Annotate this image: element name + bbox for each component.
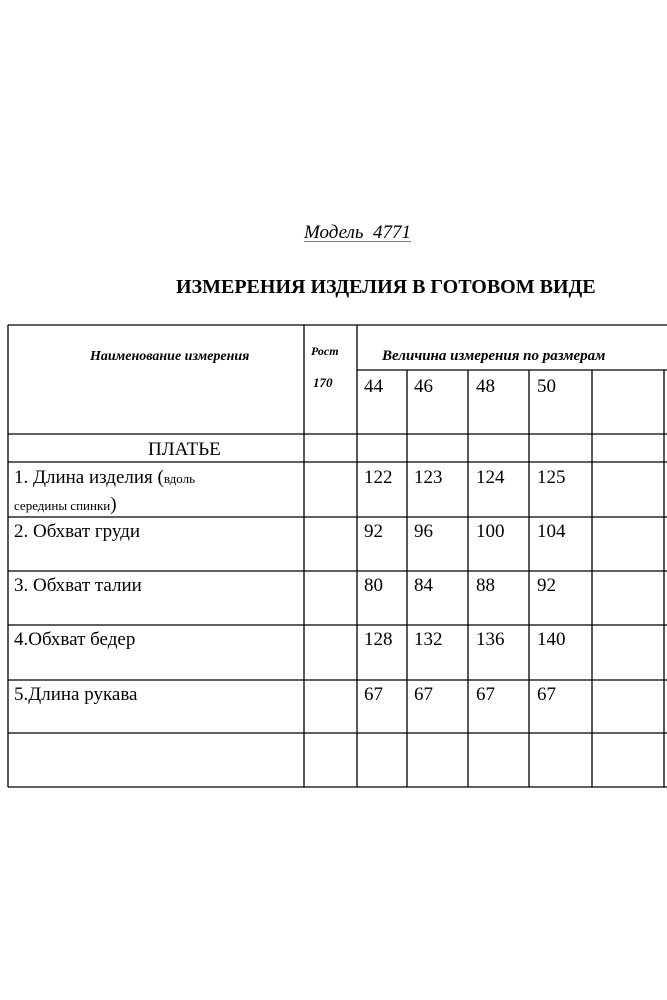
table-cell: 123 xyxy=(414,467,443,488)
row-label: 1. Длина изделия (вдоль xyxy=(14,467,196,488)
table-cell: 124 xyxy=(476,467,505,488)
table-cell: 132 xyxy=(414,629,443,650)
model-label: Модель 4771 xyxy=(304,222,412,243)
column-header-sizes: Величина измерения по размерам xyxy=(382,348,606,364)
size-header: 44 xyxy=(364,376,383,397)
table-cell: 100 xyxy=(476,521,505,542)
table-cell: 80 xyxy=(364,575,383,596)
row-label: 5.Длина рукава xyxy=(14,684,138,705)
table-cell: 67 xyxy=(537,684,556,705)
table-cell: 96 xyxy=(414,521,433,542)
table-cell: 136 xyxy=(476,629,505,650)
table-cell: 92 xyxy=(364,521,383,542)
column-header-name: Наименование измерения xyxy=(90,349,250,364)
column-header-height: Рост xyxy=(311,344,339,358)
row-label: 3. Обхват талии xyxy=(14,575,142,596)
size-header: 46 xyxy=(414,376,433,397)
section-title: ПЛАТЬЕ xyxy=(148,439,221,460)
row-label: 4.Обхват бедер xyxy=(14,629,136,650)
table-cell: 67 xyxy=(414,684,433,705)
page-title: ИЗМЕРЕНИЯ ИЗДЕЛИЯ В ГОТОВОМ ВИДЕ xyxy=(176,276,596,298)
height-value: 170 xyxy=(313,375,333,390)
table-cell: 67 xyxy=(364,684,383,705)
table-cell: 84 xyxy=(414,575,433,596)
table-cell: 92 xyxy=(537,575,556,596)
row-label-continued: середины спинки) xyxy=(14,494,117,515)
table-cell: 125 xyxy=(537,467,566,488)
table-cell: 128 xyxy=(364,629,393,650)
table-cell: 104 xyxy=(537,521,566,542)
row-label: 2. Обхват груди xyxy=(14,521,141,542)
table-cell: 122 xyxy=(364,467,393,488)
table-cell: 140 xyxy=(537,629,566,650)
size-header: 50 xyxy=(537,376,556,397)
size-header: 48 xyxy=(476,376,495,397)
table-cell: 88 xyxy=(476,575,495,596)
table-cell: 67 xyxy=(476,684,495,705)
